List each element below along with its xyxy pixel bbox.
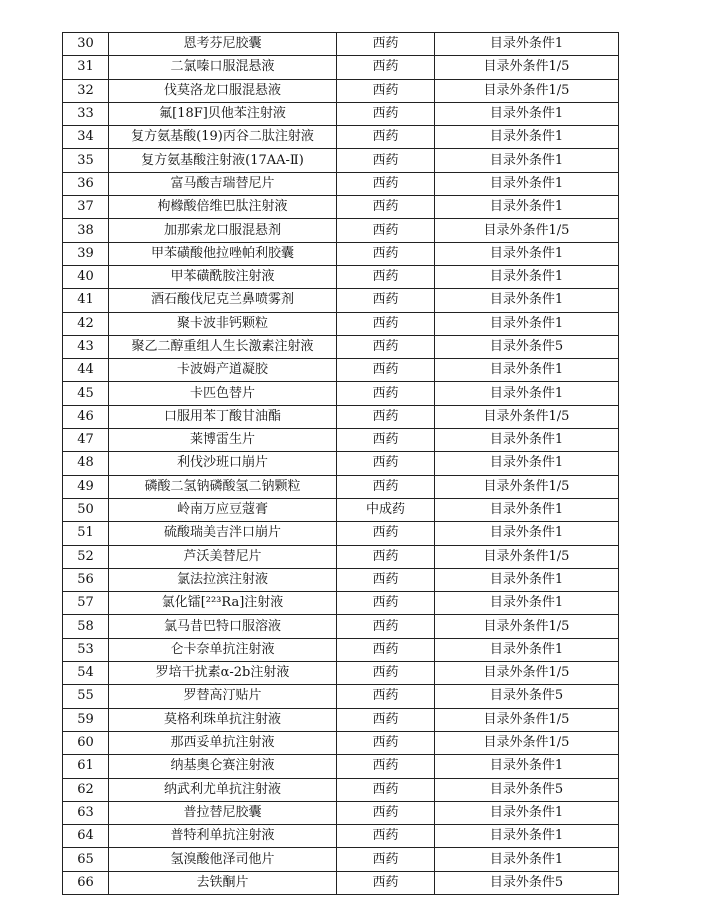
row-number-cell: 37 bbox=[63, 196, 109, 219]
row-number-cell: 30 bbox=[63, 33, 109, 56]
drug-name-cell: 甲苯磺酰胺注射液 bbox=[109, 265, 337, 288]
table-row bbox=[63, 405, 619, 428]
row-number-cell: 42 bbox=[63, 312, 109, 335]
drug-name-cell: 甲苯磺酸他拉唑帕利胶囊 bbox=[109, 242, 337, 265]
condition-cell: 目录外条件1 bbox=[435, 848, 619, 871]
drug-name-cell: 莫格利珠单抗注射液 bbox=[109, 708, 337, 731]
drug-type-cell: 西药 bbox=[337, 289, 435, 312]
table-row bbox=[63, 708, 619, 731]
condition-cell: 目录外条件1 bbox=[435, 265, 619, 288]
table-row bbox=[63, 33, 619, 56]
row-number-cell: 50 bbox=[63, 498, 109, 521]
drug-table bbox=[62, 32, 619, 895]
table-row bbox=[63, 825, 619, 848]
table-row bbox=[63, 149, 619, 172]
drug-type-cell: 西药 bbox=[337, 219, 435, 242]
table-row bbox=[63, 382, 619, 405]
condition-cell: 目录外条件1 bbox=[435, 289, 619, 312]
drug-name-cell: 仑卡奈单抗注射液 bbox=[109, 638, 337, 661]
table-row bbox=[63, 265, 619, 288]
drug-type-cell: 西药 bbox=[337, 56, 435, 79]
table-row bbox=[63, 522, 619, 545]
drug-name-cell: 普特利单抗注射液 bbox=[109, 825, 337, 848]
condition-cell: 目录外条件1 bbox=[435, 825, 619, 848]
table-row bbox=[63, 335, 619, 358]
table-row bbox=[63, 172, 619, 195]
condition-cell: 目录外条件1/5 bbox=[435, 615, 619, 638]
row-number-cell: 33 bbox=[63, 102, 109, 125]
condition-cell: 目录外条件1/5 bbox=[435, 662, 619, 685]
table-row bbox=[63, 685, 619, 708]
drug-name-cell: 二氯嗪口服混悬液 bbox=[109, 56, 337, 79]
row-number-cell: 59 bbox=[63, 708, 109, 731]
drug-type-cell: 西药 bbox=[337, 149, 435, 172]
condition-cell: 目录外条件1 bbox=[435, 568, 619, 591]
drug-type-cell: 西药 bbox=[337, 708, 435, 731]
table-row bbox=[63, 56, 619, 79]
row-number-cell: 48 bbox=[63, 452, 109, 475]
condition-cell: 目录外条件1 bbox=[435, 592, 619, 615]
drug-name-cell: 利伐沙班口崩片 bbox=[109, 452, 337, 475]
table-row bbox=[63, 126, 619, 149]
drug-name-cell: 氯马昔巴特口服溶液 bbox=[109, 615, 337, 638]
table-row bbox=[63, 801, 619, 824]
drug-name-cell: 去铁酮片 bbox=[109, 871, 337, 894]
condition-cell: 目录外条件1 bbox=[435, 382, 619, 405]
drug-name-cell: 莱博雷生片 bbox=[109, 429, 337, 452]
condition-cell: 目录外条件1 bbox=[435, 102, 619, 125]
condition-cell: 目录外条件5 bbox=[435, 335, 619, 358]
condition-cell: 目录外条件1 bbox=[435, 498, 619, 521]
row-number-cell: 56 bbox=[63, 568, 109, 591]
drug-name-cell: 罗培干扰素α-2b注射液 bbox=[109, 662, 337, 685]
condition-cell: 目录外条件1 bbox=[435, 196, 619, 219]
condition-cell: 目录外条件1 bbox=[435, 429, 619, 452]
condition-cell: 目录外条件1 bbox=[435, 801, 619, 824]
table-row bbox=[63, 289, 619, 312]
drug-type-cell: 西药 bbox=[337, 335, 435, 358]
table-row bbox=[63, 592, 619, 615]
row-number-cell: 45 bbox=[63, 382, 109, 405]
drug-name-cell: 加那索龙口服混悬剂 bbox=[109, 219, 337, 242]
drug-name-cell: 纳基奥仑赛注射液 bbox=[109, 755, 337, 778]
condition-cell: 目录外条件1/5 bbox=[435, 731, 619, 754]
condition-cell: 目录外条件1/5 bbox=[435, 219, 619, 242]
condition-cell: 目录外条件1 bbox=[435, 755, 619, 778]
row-number-cell: 39 bbox=[63, 242, 109, 265]
drug-type-cell: 西药 bbox=[337, 382, 435, 405]
drug-type-cell: 西药 bbox=[337, 79, 435, 102]
drug-table-body bbox=[63, 33, 619, 895]
row-number-cell: 47 bbox=[63, 429, 109, 452]
drug-name-cell: 氢溴酸他泽司他片 bbox=[109, 848, 337, 871]
drug-name-cell: 口服用苯丁酸甘油酯 bbox=[109, 405, 337, 428]
drug-type-cell: 西药 bbox=[337, 429, 435, 452]
drug-type-cell: 西药 bbox=[337, 568, 435, 591]
condition-cell: 目录外条件5 bbox=[435, 871, 619, 894]
condition-cell: 目录外条件1/5 bbox=[435, 79, 619, 102]
row-number-cell: 51 bbox=[63, 522, 109, 545]
condition-cell: 目录外条件1 bbox=[435, 126, 619, 149]
table-row bbox=[63, 359, 619, 382]
drug-type-cell: 西药 bbox=[337, 801, 435, 824]
condition-cell: 目录外条件1/5 bbox=[435, 475, 619, 498]
condition-cell: 目录外条件1 bbox=[435, 452, 619, 475]
row-number-cell: 65 bbox=[63, 848, 109, 871]
row-number-cell: 40 bbox=[63, 265, 109, 288]
drug-name-cell: 磷酸二氢钠磷酸氢二钠颗粒 bbox=[109, 475, 337, 498]
table-row bbox=[63, 102, 619, 125]
condition-cell: 目录外条件1 bbox=[435, 638, 619, 661]
drug-name-cell: 岭南万应豆蔻膏 bbox=[109, 498, 337, 521]
drug-type-cell: 西药 bbox=[337, 685, 435, 708]
condition-cell: 目录外条件1 bbox=[435, 172, 619, 195]
table-row bbox=[63, 545, 619, 568]
table-row bbox=[63, 219, 619, 242]
drug-name-cell: 普拉替尼胶囊 bbox=[109, 801, 337, 824]
condition-cell: 目录外条件1 bbox=[435, 359, 619, 382]
table-row bbox=[63, 498, 619, 521]
drug-type-cell: 西药 bbox=[337, 545, 435, 568]
condition-cell: 目录外条件1/5 bbox=[435, 545, 619, 568]
table-row bbox=[63, 848, 619, 871]
row-number-cell: 31 bbox=[63, 56, 109, 79]
table-row bbox=[63, 778, 619, 801]
drug-type-cell: 西药 bbox=[337, 475, 435, 498]
row-number-cell: 66 bbox=[63, 871, 109, 894]
drug-type-cell: 西药 bbox=[337, 242, 435, 265]
row-number-cell: 64 bbox=[63, 825, 109, 848]
row-number-cell: 34 bbox=[63, 126, 109, 149]
drug-type-cell: 西药 bbox=[337, 848, 435, 871]
condition-cell: 目录外条件5 bbox=[435, 778, 619, 801]
drug-type-cell: 西药 bbox=[337, 871, 435, 894]
drug-name-cell: 伐莫洛龙口服混悬液 bbox=[109, 79, 337, 102]
drug-type-cell: 西药 bbox=[337, 755, 435, 778]
drug-name-cell: 枸橼酸倍维巴肽注射液 bbox=[109, 196, 337, 219]
row-number-cell: 58 bbox=[63, 615, 109, 638]
condition-cell: 目录外条件1/5 bbox=[435, 56, 619, 79]
table-row bbox=[63, 429, 619, 452]
condition-cell: 目录外条件1 bbox=[435, 312, 619, 335]
drug-name-cell: 纳武利尤单抗注射液 bbox=[109, 778, 337, 801]
drug-type-cell: 中成药 bbox=[337, 498, 435, 521]
table-row bbox=[63, 79, 619, 102]
drug-type-cell: 西药 bbox=[337, 825, 435, 848]
drug-type-cell: 西药 bbox=[337, 172, 435, 195]
table-row bbox=[63, 242, 619, 265]
drug-name-cell: 氟[18F]贝他苯注射液 bbox=[109, 102, 337, 125]
row-number-cell: 38 bbox=[63, 219, 109, 242]
row-number-cell: 49 bbox=[63, 475, 109, 498]
table-row bbox=[63, 662, 619, 685]
drug-name-cell: 复方氨基酸(19)丙谷二肽注射液 bbox=[109, 126, 337, 149]
row-number-cell: 32 bbox=[63, 79, 109, 102]
row-number-cell: 35 bbox=[63, 149, 109, 172]
drug-name-cell: 芦沃美替尼片 bbox=[109, 545, 337, 568]
table-row bbox=[63, 638, 619, 661]
drug-type-cell: 西药 bbox=[337, 662, 435, 685]
drug-type-cell: 西药 bbox=[337, 592, 435, 615]
table-row bbox=[63, 731, 619, 754]
row-number-cell: 46 bbox=[63, 405, 109, 428]
drug-type-cell: 西药 bbox=[337, 778, 435, 801]
row-number-cell: 63 bbox=[63, 801, 109, 824]
condition-cell: 目录外条件5 bbox=[435, 685, 619, 708]
row-number-cell: 36 bbox=[63, 172, 109, 195]
drug-type-cell: 西药 bbox=[337, 452, 435, 475]
drug-type-cell: 西药 bbox=[337, 102, 435, 125]
drug-name-cell: 聚乙二醇重组人生长激素注射液 bbox=[109, 335, 337, 358]
table-row bbox=[63, 196, 619, 219]
condition-cell: 目录外条件1 bbox=[435, 242, 619, 265]
row-number-cell: 61 bbox=[63, 755, 109, 778]
drug-name-cell: 富马酸吉瑞替尼片 bbox=[109, 172, 337, 195]
row-number-cell: 60 bbox=[63, 731, 109, 754]
drug-type-cell: 西药 bbox=[337, 359, 435, 382]
table-row bbox=[63, 755, 619, 778]
table-row bbox=[63, 312, 619, 335]
row-number-cell: 55 bbox=[63, 685, 109, 708]
condition-cell: 目录外条件1 bbox=[435, 33, 619, 56]
drug-name-cell: 氯法拉滨注射液 bbox=[109, 568, 337, 591]
drug-type-cell: 西药 bbox=[337, 638, 435, 661]
drug-name-cell: 卡匹色替片 bbox=[109, 382, 337, 405]
row-number-cell: 62 bbox=[63, 778, 109, 801]
drug-type-cell: 西药 bbox=[337, 405, 435, 428]
drug-type-cell: 西药 bbox=[337, 522, 435, 545]
drug-name-cell: 氯化镭[²²³Ra]注射液 bbox=[109, 592, 337, 615]
row-number-cell: 54 bbox=[63, 662, 109, 685]
table-row bbox=[63, 568, 619, 591]
row-number-cell: 44 bbox=[63, 359, 109, 382]
drug-type-cell: 西药 bbox=[337, 126, 435, 149]
drug-type-cell: 西药 bbox=[337, 312, 435, 335]
row-number-cell: 41 bbox=[63, 289, 109, 312]
table-row bbox=[63, 452, 619, 475]
drug-name-cell: 酒石酸伐尼克兰鼻喷雾剂 bbox=[109, 289, 337, 312]
drug-name-cell: 硫酸瑞美吉泮口崩片 bbox=[109, 522, 337, 545]
drug-type-cell: 西药 bbox=[337, 196, 435, 219]
drug-name-cell: 那西妥单抗注射液 bbox=[109, 731, 337, 754]
condition-cell: 目录外条件1/5 bbox=[435, 405, 619, 428]
drug-list-page bbox=[62, 32, 619, 895]
row-number-cell: 52 bbox=[63, 545, 109, 568]
row-number-cell: 43 bbox=[63, 335, 109, 358]
drug-type-cell: 西药 bbox=[337, 615, 435, 638]
table-row bbox=[63, 475, 619, 498]
condition-cell: 目录外条件1 bbox=[435, 522, 619, 545]
drug-type-cell: 西药 bbox=[337, 33, 435, 56]
drug-name-cell: 卡波姆产道凝胶 bbox=[109, 359, 337, 382]
drug-name-cell: 聚卡波非钙颗粒 bbox=[109, 312, 337, 335]
condition-cell: 目录外条件1/5 bbox=[435, 708, 619, 731]
table-row bbox=[63, 871, 619, 894]
drug-name-cell: 恩考芬尼胶囊 bbox=[109, 33, 337, 56]
drug-type-cell: 西药 bbox=[337, 265, 435, 288]
table-row bbox=[63, 615, 619, 638]
row-number-cell: 53 bbox=[63, 638, 109, 661]
row-number-cell: 57 bbox=[63, 592, 109, 615]
drug-type-cell: 西药 bbox=[337, 731, 435, 754]
drug-name-cell: 罗替高汀贴片 bbox=[109, 685, 337, 708]
condition-cell: 目录外条件1 bbox=[435, 149, 619, 172]
drug-name-cell: 复方氨基酸注射液(17AA-Ⅱ) bbox=[109, 149, 337, 172]
